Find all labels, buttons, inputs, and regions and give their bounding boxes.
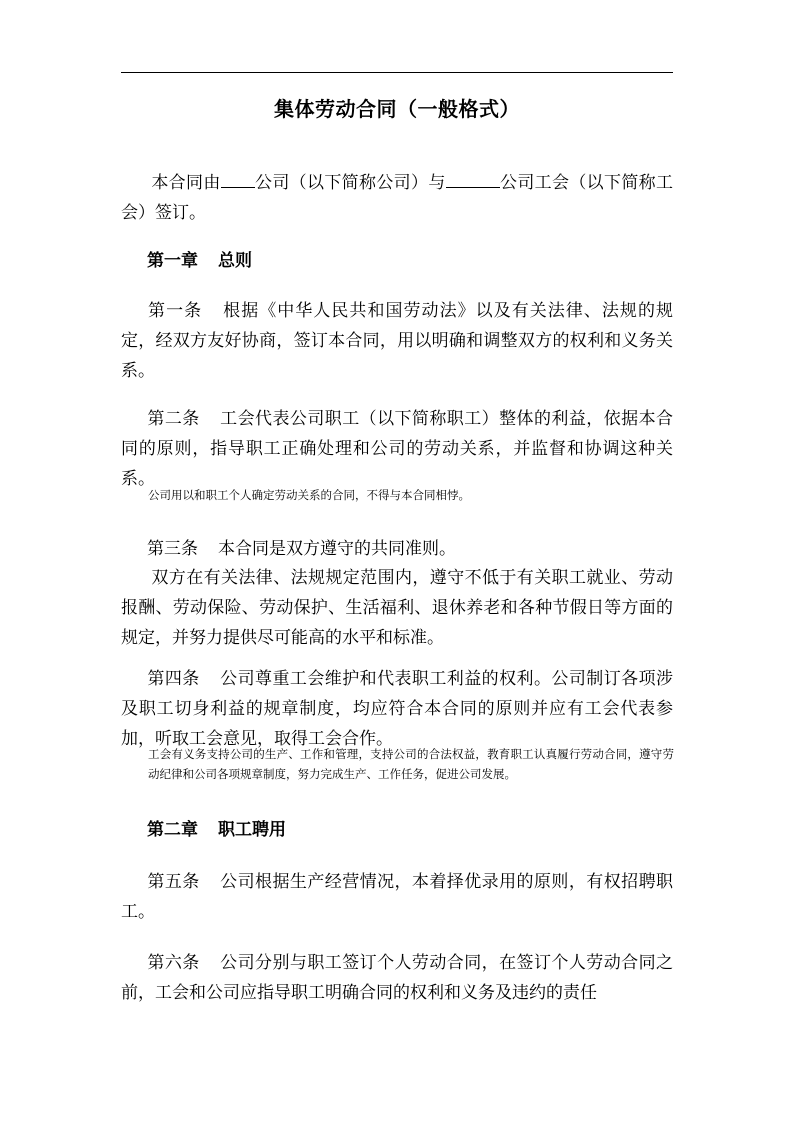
chapter-name: 总则 [218,251,252,271]
blank-union-name [446,171,500,188]
article-number: 第四条 [147,669,200,689]
article-text: 根据《中华人民共和国劳动法》以及有关法律、法规的规定，经双方友好协商，签订本合同，用以明确和调整双方的权利和义务关系。 [121,301,674,381]
chapter-number: 第一章 [147,251,198,271]
article-5 [121,867,673,927]
chapter-heading-2 [147,815,286,845]
article-detail-text: 双方在有关法律、法规规定范围内，遵守不低于有关职工就业、劳动报酬、劳动保险、劳动保护、生活福利、退休养老和各种节假日等方面的规定，并努力提供尽可能高的水平和标准。 [121,568,673,648]
chapter-heading-1 [147,246,252,276]
article-3-detail [121,563,673,653]
header-rule [121,72,673,73]
chapter-name: 职工聘用 [218,820,286,840]
article-2 [121,404,673,494]
article-number: 第三条 [147,539,198,559]
article-text: 公司尊重工会维护和代表职工利益的权利。公司制订各项涉及职工切身利益的规章制度，均应符合本合同的原则并应有工会代表参加，听取工会意见，取得工会合作。 [121,669,673,749]
document-title: 集体劳动合同（一般格式） [274,97,520,121]
intro-text-2: 公司（以下简称公司）与 [254,173,446,193]
chapter-number: 第二章 [147,820,198,840]
article-text: 本合同是双方遵守的共同准则。 [218,539,456,559]
article-1 [121,296,673,386]
article-number: 第一条 [147,301,203,321]
article-text: 公司分别与职工签订个人劳动合同，在签订个人劳动合同之前，工会和公司应指导职工明确合同的权利和义务及违约的责任 [121,953,673,1003]
article-4-note: 工会有义务支持公司的生产、工作和管理，支持公司的合法权益，教育职工认真履行劳动合同，遵守劳动纪律和公司各项规章制度，努力完成生产、工作任务，促进公司发展。 [148,747,674,781]
article-2-note: 公司用以和职工个人确定劳动关系的合同，不得与本合同相悖。 [148,488,470,502]
article-6 [121,948,673,1008]
article-number: 第二条 [147,409,200,429]
article-number: 第六条 [147,953,200,973]
article-text: 工会代表公司职工（以下简称职工）整体的利益，依据本合同的原则，指导职工正确处理和公司的劳动关系，并监督和协调这种关系。 [121,409,673,489]
article-number: 第五条 [147,872,200,892]
intro-text-1: 本合同由 [151,173,221,193]
intro-text-3: 公司工会（以下简称工会）签订。 [121,173,674,223]
article-text: 公司根据生产经营情况，本着择优录用的原则，有权招聘职工。 [121,872,673,922]
article-4 [121,664,673,754]
blank-company-name [221,171,255,188]
intro-paragraph [121,168,673,228]
article-3 [121,534,673,564]
